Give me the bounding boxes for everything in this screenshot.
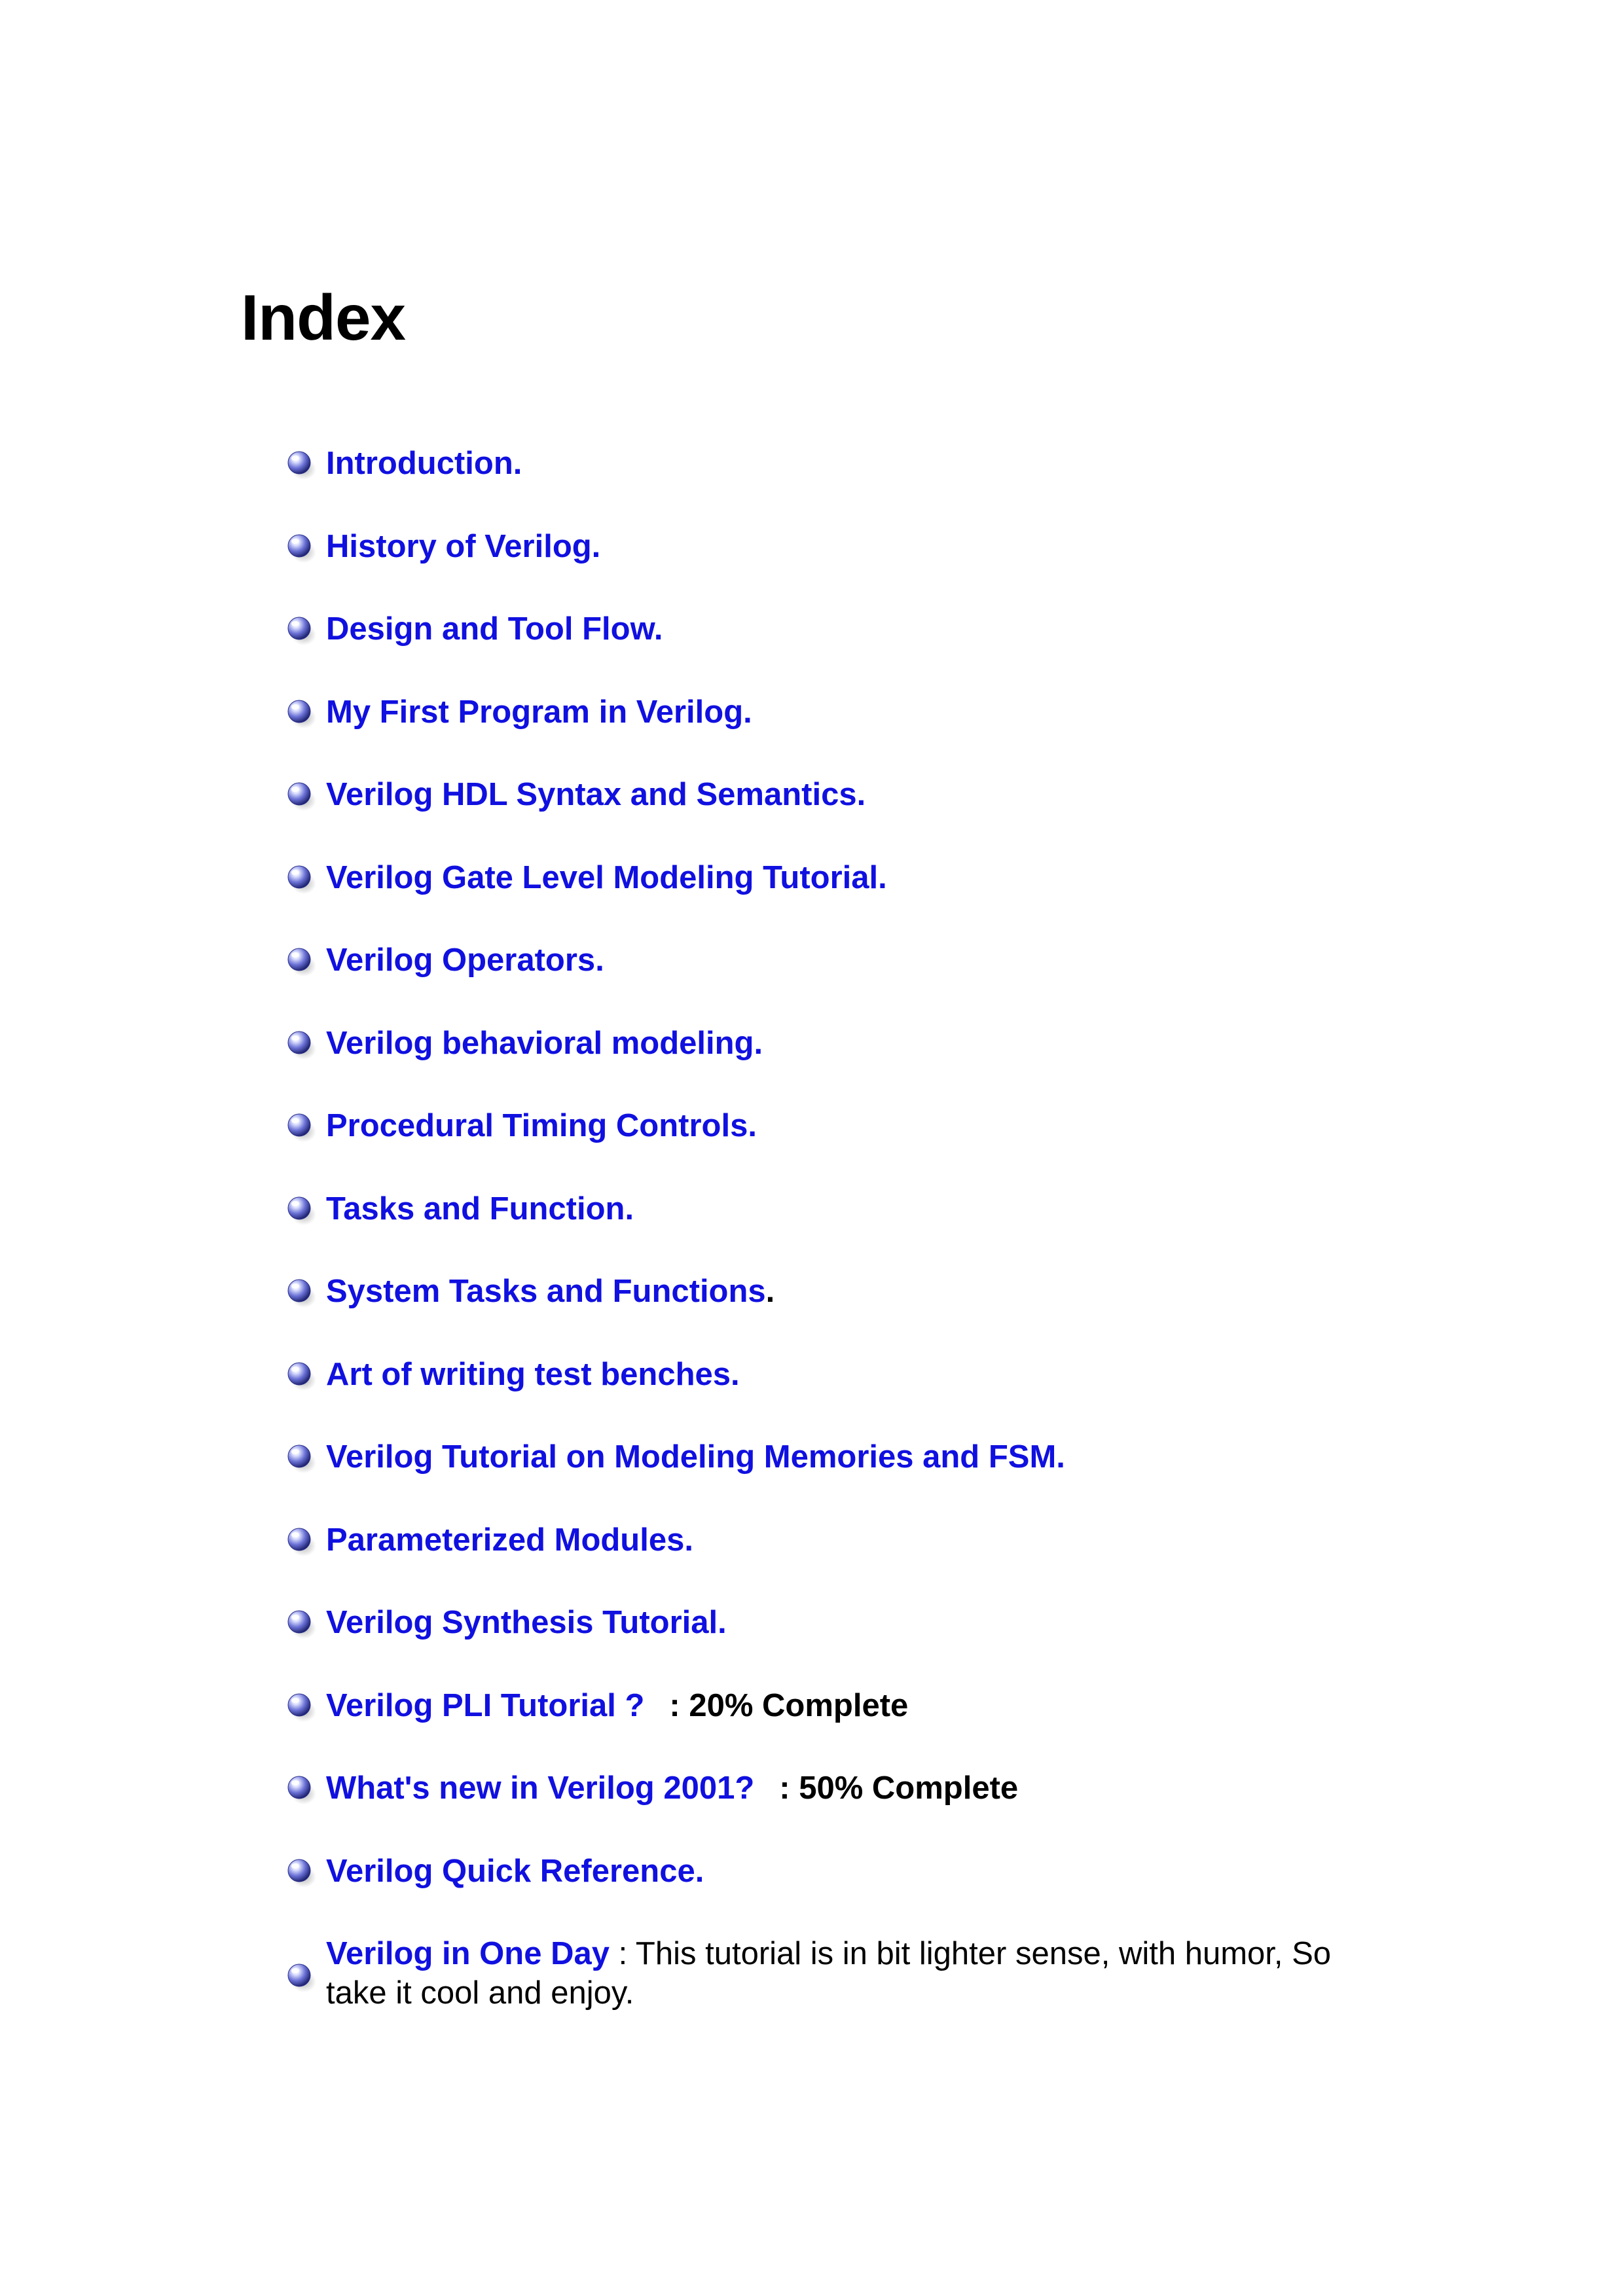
- list-item: [285, 609, 1398, 692]
- link-parameterized-modules[interactable]: Parameterized Modules.: [326, 1522, 693, 1558]
- sphere-bullet-icon: [285, 1857, 317, 1888]
- link-introduction[interactable]: Introduction.: [326, 446, 522, 481]
- link-tasks-and-function[interactable]: Tasks and Function.: [326, 1191, 634, 1227]
- sphere-bullet-icon: [285, 1029, 317, 1060]
- link-memories-and-fsm[interactable]: Verilog Tutorial on Modeling Memories and FSM.: [326, 1439, 1065, 1475]
- sphere-bullet-icon: [285, 1608, 317, 1640]
- link-test-benches[interactable]: Art of writing test benches.: [326, 1356, 740, 1392]
- list-item: [285, 1852, 1398, 1935]
- list-item: [285, 1520, 1398, 1604]
- sphere-bullet-icon: [285, 780, 317, 812]
- sphere-bullet-icon: [285, 449, 317, 480]
- link-quick-reference[interactable]: Verilog Quick Reference.: [326, 1853, 704, 1889]
- sphere-bullet-icon: [285, 1443, 317, 1474]
- list-item: [285, 1106, 1398, 1189]
- list-item: [285, 1272, 1398, 1355]
- sphere-bullet-icon: [285, 1360, 317, 1391]
- list-item: [285, 941, 1398, 1024]
- sphere-bullet-icon: [285, 1774, 317, 1805]
- link-verilog-in-one-day[interactable]: Verilog in One Day: [326, 1936, 610, 1971]
- sphere-bullet-icon: [285, 1277, 317, 1308]
- list-item: [285, 1934, 1398, 2017]
- sphere-bullet-icon: [285, 863, 317, 895]
- sphere-bullet-icon: [285, 1194, 317, 1226]
- link-system-tasks-and-functions[interactable]: System Tasks and Functions: [326, 1274, 766, 1309]
- link-operators[interactable]: Verilog Operators.: [326, 942, 604, 978]
- list-item: [285, 1768, 1398, 1852]
- sphere-bullet-icon: [285, 532, 317, 564]
- list-item: [285, 1024, 1398, 1107]
- sphere-bullet-icon: [285, 1111, 317, 1143]
- progress-note: : 20% Complete: [669, 1687, 909, 1723]
- page-title: Index: [241, 281, 405, 353]
- sphere-bullet-icon: [285, 1691, 317, 1723]
- list-item: [285, 1189, 1398, 1272]
- link-pli-tutorial[interactable]: Verilog PLI Tutorial ?: [326, 1687, 645, 1723]
- trailing-period: .: [765, 1274, 775, 1309]
- item-description: : This tutorial is in bit lighter sense, with humor, So take it cool and enjoy.: [326, 1936, 1332, 2011]
- list-item: [285, 692, 1398, 776]
- link-whats-new-verilog-2001[interactable]: What's new in Verilog 2001?: [326, 1770, 755, 1806]
- list-item: [285, 444, 1398, 527]
- index-list: [285, 444, 1398, 2017]
- link-procedural-timing-controls[interactable]: Procedural Timing Controls.: [326, 1108, 757, 1143]
- link-history-of-verilog[interactable]: History of Verilog.: [326, 528, 601, 564]
- sphere-bullet-icon: [285, 698, 317, 729]
- sphere-bullet-icon: [285, 946, 317, 977]
- list-item: [285, 1686, 1398, 1769]
- list-item: [285, 858, 1398, 941]
- link-synthesis-tutorial[interactable]: Verilog Synthesis Tutorial.: [326, 1605, 727, 1640]
- link-my-first-program[interactable]: My First Program in Verilog.: [326, 694, 752, 730]
- sphere-bullet-icon: [285, 615, 317, 646]
- list-item: [285, 775, 1398, 858]
- link-design-and-tool-flow[interactable]: Design and Tool Flow.: [326, 611, 663, 647]
- list-item: [285, 527, 1398, 610]
- list-item: [285, 1355, 1398, 1438]
- list-item: [285, 1603, 1398, 1686]
- sphere-bullet-icon: [285, 1526, 317, 1557]
- link-gate-level-modeling[interactable]: Verilog Gate Level Modeling Tutorial.: [326, 859, 887, 895]
- link-syntax-and-semantics[interactable]: Verilog HDL Syntax and Semantics.: [326, 777, 866, 812]
- list-item: [285, 1437, 1398, 1520]
- link-behavioral-modeling[interactable]: Verilog behavioral modeling.: [326, 1025, 763, 1061]
- sphere-bullet-icon: [285, 1962, 317, 1993]
- progress-note: : 50% Complete: [779, 1770, 1019, 1806]
